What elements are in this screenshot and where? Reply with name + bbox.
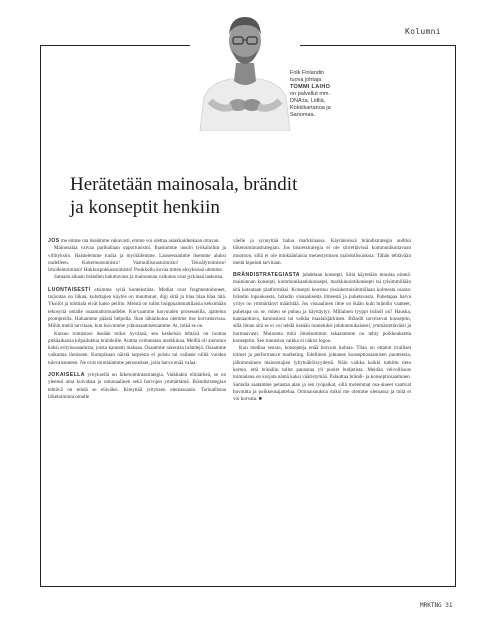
caption-line: Folk Finlandin (290, 70, 325, 76)
paragraph-text: yrityksellä on liiketoimintastrategia. Vaikkakin elintärkeä, se on yleensä aina kuivakka ja rationaalinen sekä harvojen ymmärtämä. Brändistrategian tehtävä on tehdä se eläväksi. Kiteyttää yrityksen olemassaolo. Tarinallistaa liiketoiminta omalle (48, 372, 226, 400)
lead-word: JOS (48, 238, 60, 244)
caption-line: Kokkikartanoa ja (290, 105, 331, 111)
paragraph-text: johdetaan konsepti. Siitä käytetään montaa nimeä: mainonnan konsepti, kommunikaatiokonsepti, markkinointikonsepti tai tylsimmillään sitä kutsutaan platformiksi. Konsepti koostuu yksinkertaisimmillaan kolmesta osasta: brändin lupauksesta, brändin visuaalisesta ilmeestä ja puhetavasta. Puhetapaa harva yritys on ymmärtänyt määrittää. Jos visuaalinen ilme on ikään kuin brändin vaatteet, puhetapa on se, miten se puhuu ja käyttäytyy. Millainen tyyppi brändi on? Hauska, kantaaottava, kannustava tai vaikka maalaisjärkinen. Brändit tarvitsevat konseptin, sillä ilman sitä se ei voi tehdä itseään tunnetuksi johdonmukaisesti, ymmärrettävästi ja hurmaavasti. Mainonta mitä ilmeisemmin rakastamme on tehty poikkeuksetta konseptiin. Sen tunnistaa vaikka ei näkisi logoa. (233, 272, 411, 344)
paragraph (48, 372, 226, 401)
caption-line: tuova johtaja (290, 77, 322, 83)
paragraph: Kutsuu toimistosi itseään miksi hyvänsä, sen keskeisin tehtävä on tuottaa pitkäaikaisia kilpailuetua brändeille. Auttaa voittamaan markkinaa. Meillä oli aiemmin kaksi erityisosaamista, joista kannatti maksaa. Osaamme rakentaa brändejä. Osaamme vaikuttaa ihmiseen. Kumpikaan näistä tarpeista ei poistu tai vaihene niiltä vuoden tulevaisuuteen. Ne ovat toimialamme perustukset, joita harva enää valaa. (48, 330, 226, 366)
photo-caption (290, 70, 375, 119)
paragraph (48, 287, 226, 331)
paragraph (233, 345, 411, 403)
caption-line: Sanomaa. (290, 112, 316, 118)
page-footer: MRKTNG 31 (420, 602, 453, 609)
section-label: Kolumni (405, 27, 441, 36)
text-column-left (48, 238, 226, 406)
headline-line: ja konseptit henkiin (70, 197, 220, 218)
caption-line: on palvellut mm. (290, 91, 331, 97)
end-mark: ■ (258, 396, 262, 403)
lead-word: BRÄNDISTRATEGIASTA (233, 272, 300, 279)
text-column-right (233, 238, 411, 409)
paragraph-text: etsimme syitä kontekstista. Mediat ovat fragmentoituneet, tarjontaa on liikaa, kuluttajien käytös on muuttunut, digi siitä ja blaa blaa blaa tätä. Yksilöt ja toimiala eivät katso peiliin. Meistä on tullut huippuammattilaisia keksimään tekosyitä omalle osaamattomuudelle. Korvaamme luovuuden prosesseilla, ajattelun prompteilla. Haluamme päästä helpolla. Ihan lähiaikoina olemme itse korvattavissa. Mihin meitä tarvitaan, kun luovumme ydinosaamisestamme. Ai, mikä se on. (48, 286, 226, 330)
paragraph-text: me emme ota itseämme vakavasti, emme voi olettaa asiakkaidenkaan ottavan. (59, 238, 220, 244)
caption-line: DNA:ta, Lidliä, (290, 98, 326, 104)
paragraph-text: Kun mediaa seuraa, konsepteja enää harvoin kohtaa. Tilan on ottanut irralliset toimet ja performance marketing. Edellinen johtanee konseptiosaamisen puutteesta, jälkimmäinen mainostajien lyhytnäköisyydestä. Näin vaikka kaikki tutkittu tieto kertoo, että brändiin tullut panostaa yli puolet budjetista. Meidän velvollisuus toimialana on korjata nämä kaksi vääristymää. Palauttaa brändi- ja konseptiosaaminen. Samalla saatamme pelastaa alan ja sen työpaikat, sillä molemmat osa-alueet vaativat huvuutta ja poikkeusajattelua. Ominaisuuksia miksi me olemme olemassa ja mitä ei voi korvata. (233, 345, 411, 403)
paragraph: Samaan aikaan brändien haluttavuus ja mainonnan vaikutus ovat jyrkässä laskussa. (54, 274, 224, 281)
author-name: TOMMI LAIHO (290, 84, 331, 90)
headline-line: Herätetään mainosala, brändit (70, 174, 298, 195)
author-photo (190, 1, 300, 131)
lead-word: LUONTAISESTI (48, 286, 91, 293)
article-headline (70, 173, 400, 219)
paragraph (233, 272, 411, 345)
paragraph (48, 238, 226, 245)
lead-word: JOKAISELLA (48, 372, 85, 379)
paragraph: väelle ja synnyttää halua markkinassa. Käytännössä brändistrategia auditoi liiketoimintastrategian. Jos bisnesstrategia ei ole siirrettävissä kommunikoitavaan muotoon, sillä ei ole minkäänlaisia menestymisen mahdollisuuksia. Tähän tehtävään meitä kipeästi tarvitaan. (233, 238, 411, 266)
paragraph: Mainosalaa vaivaa parihallaan opportunismi. Ihastumme uusiin työkaluihin ja villityksiin. Haistelemme tuulia ja myötäilemme. Lanseeraamme itsemme aluksi uudelleen. Kokemustoimisto! Vastuullisuustoimisto! Tekoälytoimisto! Irtoidentoimisto! Hokkuspokkustoimisto! Poukkoilu kuvaa miten eksyksissä olemme. (48, 245, 226, 274)
